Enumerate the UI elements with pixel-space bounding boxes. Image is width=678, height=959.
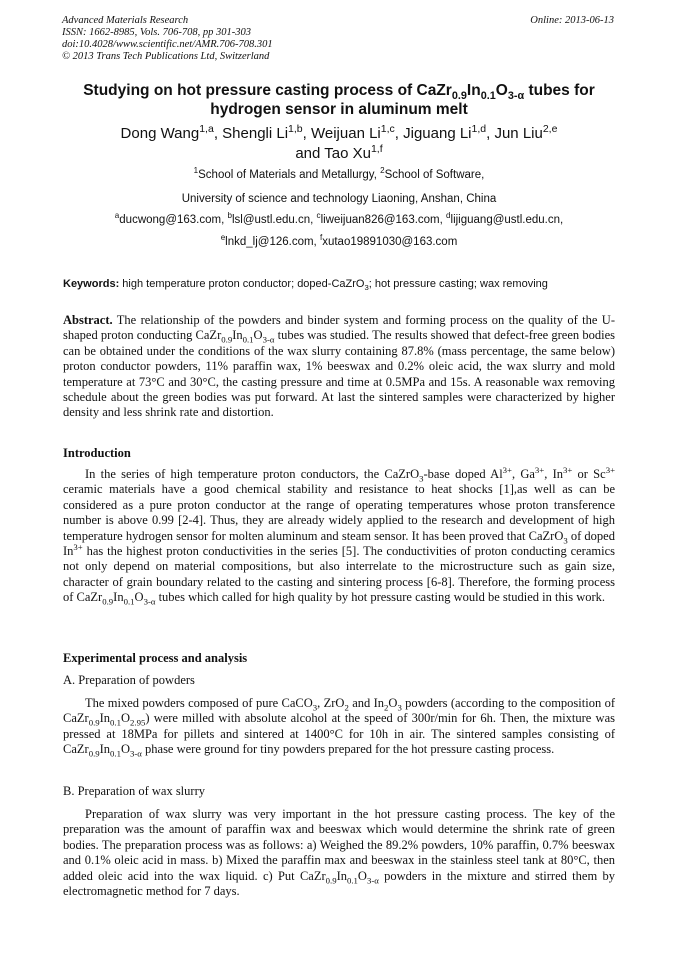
paper-title: Studying on hot pressure casting process of $CaZr_{0.9}In_{0.1}O_{3-\alpha}$ tubes for hydrogen sensor in aluminum melt bbox=[83, 82, 595, 118]
subsection-a-paragraph: The mixed powders composed of pure CaCO$_3$, ZrO$_2$ and $In_2O_3$ powders (according to the composition of $CaZr_{0.9}In_{0.1}O_{2.95}$) were milled with absolute alcohol at the speed of 300r/min for 6h. Then, the mixture was pressed at 18MPa for pillets and sintered at 1400°C for 10h in air. The sintered samples consisting of $CaZr_{0.9}In_{0.1}O_{3-\alpha}$ phase were ground for tiny powders prepared for the hot pressure casting process. bbox=[63, 696, 615, 759]
author-list: Dong Wang$^{1,a}$, Shengli Li$^{1,b}$, Weijuan Li$^{1,c}$, Jiguang Li$^{1,d}$, Jun Liu$^{2,e}$ and Tao Xu$^{1,f}$ bbox=[120, 123, 558, 162]
online-date: Online: 2013-06-13 bbox=[530, 15, 614, 26]
email-line-1: $^a$ducwong@163.com, $^b$lsl@ustl.edu.cn, $^c$liweijuan826@163.com, $^d$lijiguang@ustl.edu.cn, bbox=[114, 211, 564, 226]
keywords: Keywords: high temperature proton conductor; doped-CaZrO$_3$; hot pressure casting; wax removing bbox=[63, 278, 548, 293]
email-line-2: $^e$lnkd_lj@126.com, $^f$xutao19891030@163.com bbox=[220, 233, 458, 248]
abstract: Abstract. The relationship of the powders and binder system and forming process on the quality of the U-shaped proton conducting $CaZr_{0.9}In_{0.1}O_{3-\alpha}$ tubes was studied. The results showed that defect-free green bodies can be obtained under the conditions of the wax slurry containing 87.8% (mass percentage, the same below) proton conductor powders, 11% paraffin wax, 1% beeswax and 0.2% oleic acid, the wax slurry and mold temperature at 73°C and 30°C, the casting pressure and time at 0.5MPa and 15s. A reasonable wax removing schedule about the green bodies was put forward. At last the sintered samples were characterized by higher density and less shrink rate and distortion. bbox=[63, 313, 616, 420]
experimental-heading: Experimental process and analysis bbox=[63, 651, 248, 665]
introduction-paragraph: In the series of high temperature proton conductors, the CaZrO$_3$-base doped $Al^{3+}$, $Ga^{3+}$, $In^{3+}$ or $Sc^{3+}$ ceramic materials have a good chemical stability and resistance to heat shocks [1],as well as can be considered as a pure proton conductor at the range of operating temperatures whose proton transference number is above 0.99 [2-4]. Thus, they are already widely applied to the research and development of high temperature hydrogen sensor for molten aluminum and steam sensor. It has been proved that CaZrO$_3$ of doped $In^{3+}$ has the highest proton conductivities in the series [5]. The conductivities of proton conducting ceramics not only depend on material compositions, but also interrelate to the microstructure such as gain size, character of grain boundary related to the casting and sintering process [6-8]. Therefore, the forming process of $CaZr_{0.9}In_{0.1}O_{3-\alpha}$ tubes which called for high quality by hot pressure casting would be studied in this work. bbox=[63, 464, 615, 607]
introduction-heading: Introduction bbox=[63, 446, 131, 460]
subsection-b-heading: B. Preparation of wax slurry bbox=[63, 784, 205, 798]
issn-line: ISSN: 1662-8985, Vols. 706-708, pp 301-303 bbox=[62, 27, 251, 38]
affiliation-line-2: University of science and technology Liaoning, Anshan, China bbox=[181, 193, 497, 205]
subsection-a-heading: A. Preparation of powders bbox=[63, 673, 195, 687]
doi-line: doi:10.4028/www.scientific.net/AMR.706-708.301 bbox=[62, 39, 273, 50]
journal-name: Advanced Materials Research bbox=[62, 15, 189, 26]
copyright-line: © 2013 Trans Tech Publications Ltd, Switzerland bbox=[62, 51, 270, 62]
affiliation-line-1: $^1$School of Materials and Metallurgy, $^2$School of Software, bbox=[193, 166, 485, 181]
subsection-b-paragraph: Preparation of wax slurry was very important in the hot pressure casting process. The key of the preparation was the amount of paraffin wax and beeswax which would determine the shrink rate of green bodies. The preparation process was as follows: a) Weighed the 89.2% powders, 10% paraffin, 0.7% beeswax and 0.1% oleic acid in mass. b) Mixed the paraffin max and beeswax in the stainless steel tank at 80°C, then added oleic acid into the wax liquid. c) Put $CaZr_{0.9}In_{0.1}O_{3-\alpha}$ powders in the mixture and stirred them by electromagnetic method for 7 days. bbox=[63, 807, 615, 899]
